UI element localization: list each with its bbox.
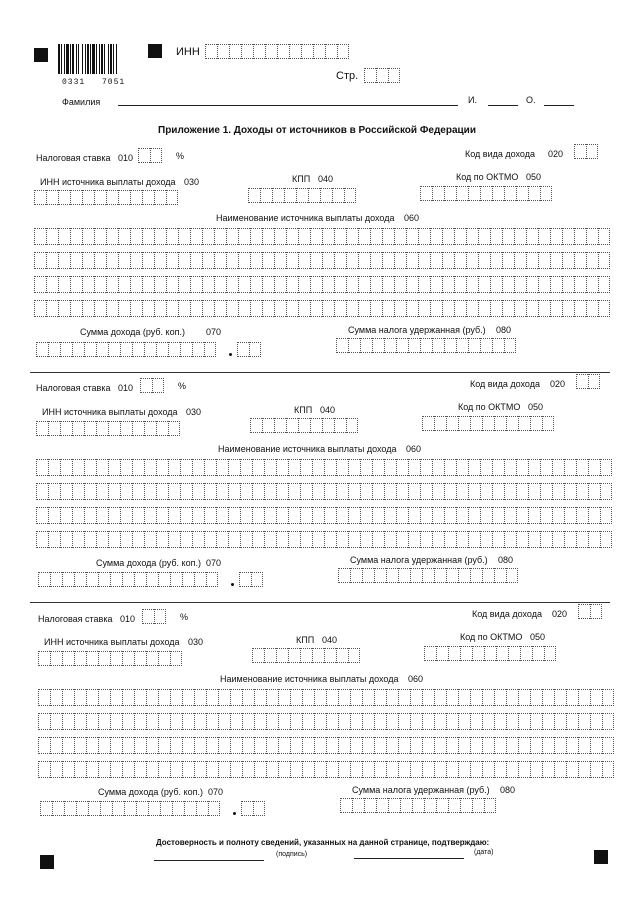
tax-rate-cells[interactable] (142, 609, 166, 624)
income-sum-rub-cells[interactable] (40, 801, 220, 816)
percent-sign: % (180, 612, 189, 622)
income-type-label: Код вида дохода (470, 379, 540, 389)
tax-rate-label: Налоговая ставка (38, 614, 113, 624)
kpp-label: КПП (294, 405, 313, 415)
surname-field[interactable] (118, 105, 458, 106)
surname-label: Фамилия (62, 97, 101, 107)
source-name-code: 060 (408, 674, 424, 684)
tax-rate-cells[interactable] (138, 148, 162, 163)
kpp-cells[interactable] (248, 188, 356, 203)
source-name-row-1[interactable] (38, 689, 614, 706)
section-divider-2 (30, 602, 610, 603)
kpp-cells[interactable] (252, 648, 360, 663)
source-inn-cells[interactable] (38, 651, 182, 666)
patronymic-label: О. (526, 95, 536, 105)
decimal-point (233, 812, 236, 815)
source-name-label: Наименование источника выплаты дохода (218, 444, 397, 454)
income-sum-code: 070 (206, 327, 222, 337)
tax-rate-code: 010 (118, 153, 134, 163)
name-field[interactable] (488, 105, 518, 106)
source-name-code: 060 (406, 444, 422, 454)
tax-rate-label: Налоговая ставка (36, 383, 111, 393)
date-field[interactable] (354, 858, 464, 859)
income-sum-code: 070 (208, 787, 224, 797)
corner-marker-top-left (34, 48, 48, 62)
source-inn-label: ИНН источника выплаты дохода (44, 637, 180, 647)
income-sum-kop-cells[interactable] (239, 572, 263, 587)
source-inn-code: 030 (188, 637, 204, 647)
source-inn-code: 030 (184, 177, 200, 187)
tax-rate-code: 010 (120, 614, 136, 624)
income-type-label: Код вида дохода (472, 609, 542, 619)
oktmo-label: Код по ОКТМО (460, 632, 523, 642)
oktmo-label: Код по ОКТМО (456, 172, 519, 182)
oktmo-code: 050 (526, 172, 542, 182)
section-divider-1 (30, 372, 610, 373)
income-sum-label: Сумма дохода (руб. коп.) (98, 787, 203, 797)
oktmo-code: 050 (530, 632, 546, 642)
patronymic-field[interactable] (544, 105, 574, 106)
kpp-code: 040 (322, 635, 338, 645)
tax-withheld-code: 080 (498, 555, 514, 565)
income-type-cells[interactable] (576, 374, 600, 389)
corner-marker-bottom-left (40, 855, 54, 869)
source-inn-label: ИНН источника выплаты дохода (40, 177, 176, 187)
tax-rate-label: Налоговая ставка (36, 153, 111, 163)
tax-rate-code: 010 (118, 383, 134, 393)
income-type-code: 020 (550, 379, 566, 389)
income-sum-code: 070 (206, 558, 222, 568)
name-label: И. (468, 95, 477, 105)
inn-cells[interactable] (205, 44, 349, 59)
income-sum-kop-cells[interactable] (241, 801, 265, 816)
signature-label: (подпись) (276, 851, 308, 858)
source-inn-code: 030 (186, 407, 202, 417)
barcode-number-right: 7051 (102, 78, 126, 87)
source-name-label: Наименование источника выплаты дохода (220, 674, 399, 684)
kpp-label: КПП (292, 174, 311, 184)
tax-withheld-code: 080 (496, 325, 512, 335)
source-inn-cells[interactable] (34, 190, 178, 205)
corner-marker-bottom-right (594, 850, 608, 864)
percent-sign: % (178, 381, 187, 391)
source-name-row-4[interactable] (38, 761, 614, 778)
source-name-row-3[interactable] (36, 507, 612, 524)
tax-withheld-code: 080 (500, 785, 516, 795)
corner-marker-top-mid (148, 44, 162, 58)
source-name-row-3[interactable] (38, 737, 614, 754)
oktmo-code: 050 (528, 402, 544, 412)
tax-withheld-label: Сумма налога удержанная (руб.) (348, 325, 486, 335)
source-name-row-4[interactable] (36, 531, 612, 548)
barcode (58, 44, 136, 74)
tax-withheld-label: Сумма налога удержанная (руб.) (350, 555, 488, 565)
oktmo-cells[interactable] (424, 646, 556, 661)
source-inn-cells[interactable] (36, 421, 180, 436)
signature-field[interactable] (154, 860, 264, 861)
income-sum-label: Сумма дохода (руб. коп.) (80, 327, 185, 337)
source-name-row-1[interactable] (34, 228, 610, 245)
decimal-point (229, 353, 232, 356)
percent-sign: % (176, 151, 185, 161)
source-name-code: 060 (404, 213, 420, 223)
page-cells[interactable] (364, 68, 400, 83)
income-sum-rub-cells[interactable] (36, 342, 216, 357)
source-name-row-2[interactable] (38, 713, 614, 730)
source-name-row-1[interactable] (36, 459, 612, 476)
page-title: Приложение 1. Доходы от источников в Российской Федерации (158, 125, 476, 136)
source-name-label: Наименование источника выплаты дохода (216, 213, 395, 223)
source-name-row-2[interactable] (34, 252, 610, 269)
income-type-code: 020 (548, 149, 564, 159)
income-sum-label: Сумма дохода (руб. коп.) (96, 558, 201, 568)
kpp-cells[interactable] (250, 418, 358, 433)
income-type-label: Код вида дохода (465, 149, 535, 159)
tax-withheld-cells[interactable] (336, 338, 516, 353)
page-label: Стр. (336, 70, 359, 82)
income-type-code: 020 (552, 609, 568, 619)
barcode-number-left: 0331 (62, 78, 86, 87)
kpp-code: 040 (318, 174, 334, 184)
decimal-point (231, 583, 234, 586)
income-sum-kop-cells[interactable] (237, 342, 261, 357)
tax-withheld-cells[interactable] (340, 798, 496, 813)
income-type-cells[interactable] (578, 604, 602, 619)
tax-withheld-cells[interactable] (338, 568, 518, 583)
inn-label: ИНН (176, 46, 200, 58)
source-name-row-4[interactable] (34, 300, 610, 317)
oktmo-cells[interactable] (422, 416, 554, 431)
confirmation-text: Достоверность и полноту сведений, указанных на данной странице, подтверждаю: (156, 838, 490, 847)
income-type-cells[interactable] (574, 144, 598, 159)
kpp-label: КПП (296, 635, 315, 645)
tax-withheld-label: Сумма налога удержанная (руб.) (352, 785, 490, 795)
tax-rate-cells[interactable] (140, 378, 164, 393)
oktmo-label: Код по ОКТМО (458, 402, 521, 412)
source-name-row-3[interactable] (34, 276, 610, 293)
kpp-code: 040 (320, 405, 336, 415)
income-sum-rub-cells[interactable] (38, 572, 218, 587)
date-label: (дата) (474, 849, 494, 856)
source-name-row-2[interactable] (36, 483, 612, 500)
source-inn-label: ИНН источника выплаты дохода (42, 407, 178, 417)
oktmo-cells[interactable] (420, 186, 552, 201)
